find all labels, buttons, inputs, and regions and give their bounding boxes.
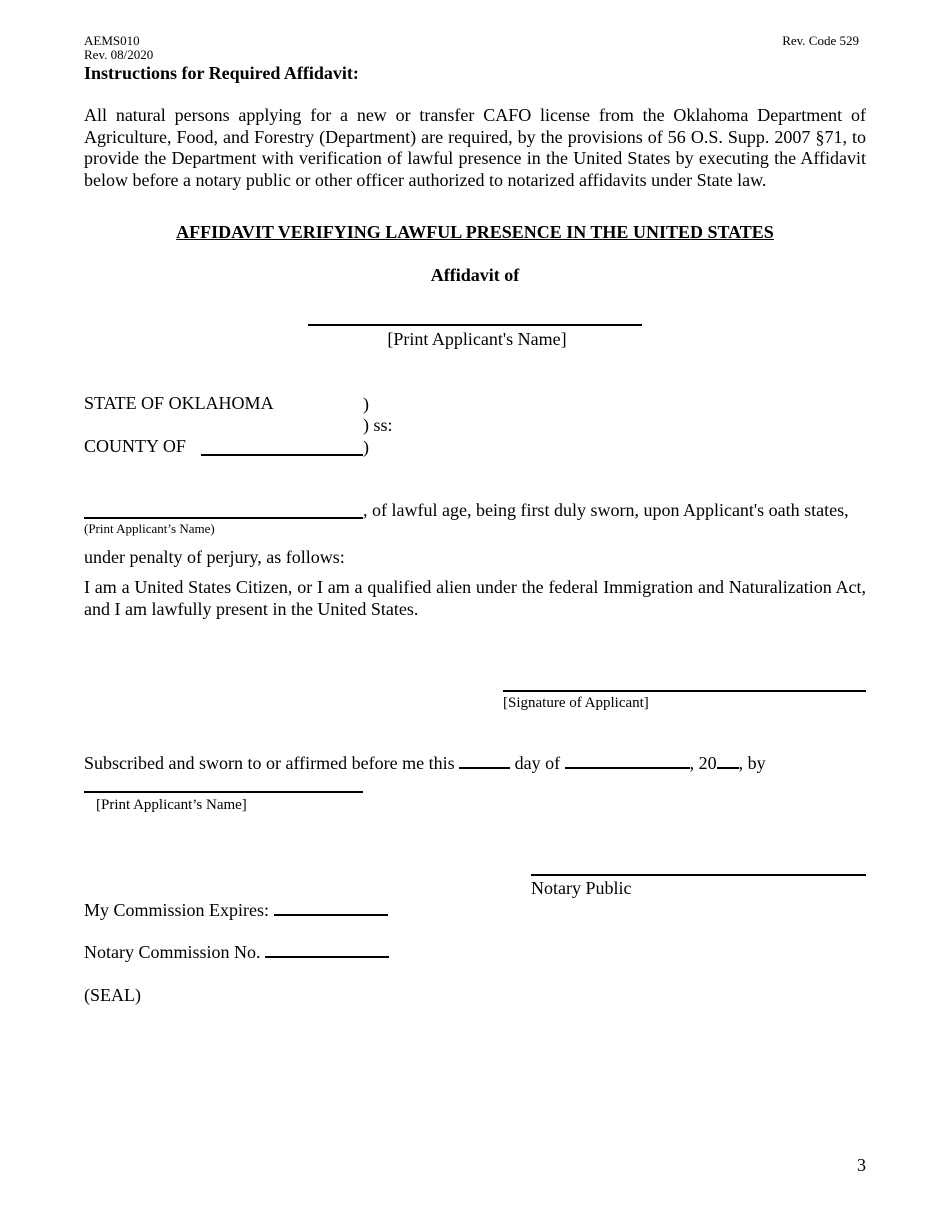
page-number: 3 bbox=[857, 1155, 866, 1175]
venue-paren-ss: ) ss: bbox=[363, 415, 393, 435]
rev-code: Rev. Code 529 bbox=[782, 33, 859, 48]
affidavit-title-text: AFFIDAVIT VERIFYING LAWFUL PRESENCE IN THE UNITED STATES bbox=[176, 222, 774, 242]
applicant-name-caption: [Print Applicant's Name] bbox=[387, 329, 567, 349]
oath-print-name-caption: (Print Applicant’s Name) bbox=[84, 521, 215, 536]
day-blank[interactable] bbox=[459, 753, 510, 769]
oath-text: , of lawful age, being first duly sworn, upon Applicant's oath states, bbox=[363, 500, 849, 520]
instructions-heading: Instructions for Required Affidavit: bbox=[84, 63, 359, 83]
affidavit-of-label: Affidavit of bbox=[430, 265, 520, 285]
sworn-line bbox=[84, 753, 766, 775]
sworn-prefix: Subscribed and sworn to or affirmed before me this bbox=[84, 753, 455, 773]
instructions-paragraph: All natural persons applying for a new or transfer CAFO license from the Oklahoma Department of Agriculture, Food, and Forestry (Department) are required, by the provisions of 56 O.S. Supp. 2007 §71, to provide the Department with verification of lawful presence in the United States by executing the Affidavit below before a notary public or other officer authorized to notarized affidavits under State law. bbox=[84, 105, 866, 190]
by-suffix: , by bbox=[738, 753, 766, 773]
oath-name-line[interactable] bbox=[84, 517, 363, 519]
year-prefix: , 20 bbox=[689, 753, 717, 773]
commission-expires-label: My Commission Expires: bbox=[84, 900, 270, 920]
state-label: STATE OF OKLAHOMA bbox=[84, 393, 274, 413]
notary-public-label: Notary Public bbox=[531, 878, 632, 898]
venue-paren-1: ) bbox=[363, 394, 369, 414]
county-label: COUNTY OF bbox=[84, 436, 186, 456]
commission-no-blank[interactable] bbox=[265, 942, 389, 958]
affidavit-title bbox=[0, 222, 950, 244]
month-blank[interactable] bbox=[565, 753, 690, 769]
year-blank[interactable] bbox=[717, 753, 739, 769]
commission-expires-row bbox=[84, 900, 388, 922]
form-id: AEMS010 bbox=[84, 33, 140, 48]
notary-print-name-caption: [Print Applicant’s Name] bbox=[96, 797, 247, 813]
commission-no-row bbox=[84, 942, 389, 964]
citizenship-statement: I am a United States Citizen, or I am a qualified alien under the federal Immigration and Naturalization Act, and I am lawfully present in the United States. bbox=[84, 577, 866, 619]
day-of-label: day of bbox=[514, 753, 561, 773]
form-revision: Rev. 08/2020 bbox=[84, 47, 154, 62]
signature-caption: [Signature of Applicant] bbox=[503, 695, 649, 711]
commission-no-label: Notary Commission No. bbox=[84, 942, 261, 962]
penalty-text: under penalty of perjury, as follows: bbox=[84, 547, 345, 567]
signature-line[interactable] bbox=[503, 690, 866, 692]
notary-print-name-line[interactable] bbox=[84, 791, 363, 793]
applicant-name-line[interactable] bbox=[308, 324, 642, 326]
seal-label: (SEAL) bbox=[84, 985, 141, 1005]
venue-paren-3: ) bbox=[363, 437, 369, 457]
notary-signature-line[interactable] bbox=[531, 874, 866, 876]
county-line[interactable] bbox=[201, 454, 363, 456]
commission-expires-blank[interactable] bbox=[274, 900, 388, 916]
